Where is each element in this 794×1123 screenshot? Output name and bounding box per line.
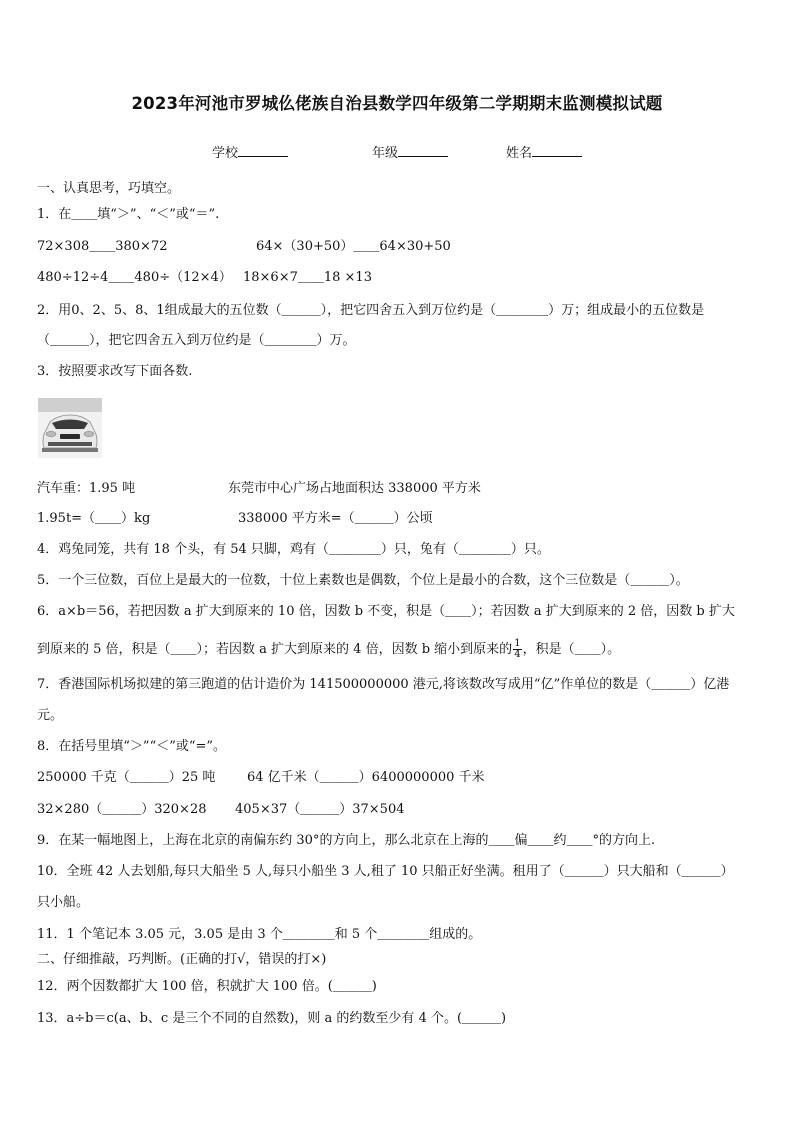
question-10-line-1: 10．全班 42 人去划船,每只大船坐 5 人,每只小船坐 3 人,租了 10 只船正好坐满。租用了（＿＿＿）只大船和（＿＿＿） <box>37 864 734 879</box>
name-field[interactable] <box>506 142 582 161</box>
section-1-heading: 一、认真思考，巧填空。 <box>37 181 181 196</box>
question-13: 13．a÷b＝c(a、b、c 是三个不同的自然数)，则 a 的约数至少有 4 个。(＿＿＿) <box>37 1011 507 1026</box>
school-field[interactable] <box>212 142 288 161</box>
question-3-car-weight: 汽车重：1.95 吨 <box>37 481 136 496</box>
question-3-convert-area: 338000 平方米=（＿＿＿）公顷 <box>238 511 433 526</box>
question-12: 12．两个因数都扩大 100 倍，积就扩大 100 倍。(＿＿＿) <box>37 979 377 994</box>
question-1-d: 18×6×7＿＿18 ×13 <box>243 270 372 285</box>
question-1: 1．在＿＿填“＞”、“＜”或“＝”. <box>37 207 220 222</box>
school-blank[interactable] <box>238 144 288 157</box>
question-10-line-2: 只小船。 <box>37 895 90 910</box>
grade-label: 年级 <box>372 146 399 161</box>
question-6-line-2 <box>37 639 620 660</box>
question-1-b: 64×（30+50）＿＿64×30+50 <box>256 239 451 254</box>
question-7-line-2: 元。 <box>37 708 64 723</box>
question-2-line-1: 2．用0、2、5、8、1组成最大的五位数（＿＿＿），把它四舍五入到万位约是（＿＿＿＿）万；组成最小的五位数是 <box>37 303 705 318</box>
grade-blank[interactable] <box>398 144 448 157</box>
name-label: 姓名 <box>506 146 533 161</box>
page-title: 2023年河池市罗城仫佬族自治县数学四年级第二学期期末监测模拟试题 <box>131 94 663 113</box>
question-3-convert-weight: 1.95t=（＿＿）kg <box>37 511 151 526</box>
fraction-numerator: 1 <box>514 638 521 649</box>
question-8-a: 250000 千克（＿＿＿）25 吨 <box>37 770 216 785</box>
question-8: 8．在括号里填“＞”“＜”或“=”。 <box>37 739 227 754</box>
question-9: 9．在某一幅地图上，上海在北京的南偏东约 30°的方向上，那么北京在上海的＿＿偏＿＿约＿＿°的方向上. <box>37 833 656 848</box>
grade-field[interactable] <box>372 142 448 161</box>
question-2-line-2: （＿＿＿），把它四舍五入到万位约是（＿＿＿＿）万。 <box>37 333 356 348</box>
question-4: 4．鸡兔同笼，共有 18 个头，有 54 只脚，鸡有（＿＿＿＿）只，兔有（＿＿＿＿）只。 <box>37 542 550 557</box>
question-3-square-area: 东莞市中心广场占地面积达 338000 平方米 <box>228 481 481 496</box>
school-label: 学校 <box>212 146 239 161</box>
question-1-a: 72×308＿＿380×72 <box>37 239 168 254</box>
name-blank[interactable] <box>532 144 582 157</box>
question-8-b: 64 亿千米（＿＿＿）6400000000 千米 <box>247 770 485 785</box>
section-2-heading: 二、仔细推敲，巧判断。(正确的打√，错误的打×) <box>37 952 327 967</box>
question-7-line-1: 7．香港国际机场拟建的第三跑道的估计造价为 141500000000 港元,将该数改写成用“亿”作单位的数是（＿＿＿）亿港 <box>37 677 730 692</box>
question-6-line-2-start: 到原来的 5 倍，积是（＿＿）；若因数 a 扩大到原来的 4 倍，因数 b 缩小到原来的 <box>37 642 513 657</box>
car-photo <box>38 398 102 458</box>
question-6-line-1: 6．a×b＝56，若把因数 a 扩大到原来的 10 倍，因数 b 不变，积是（＿＿）；若因数 a 扩大到原来的 2 倍，因数 b 扩大 <box>37 604 735 619</box>
question-8-c: 32×280（＿＿＿）320×28 <box>37 802 207 817</box>
question-3: 3．按照要求改写下面各数. <box>37 364 193 379</box>
fraction-denominator: 4 <box>514 649 521 660</box>
question-1-c: 480÷12÷4＿＿480÷（12×4） <box>37 270 232 285</box>
question-5: 5．一个三位数，百位上是最大的一位数，十位上素数也是偶数，个位上是最小的合数，这个三位数是（＿＿＿）。 <box>37 573 689 588</box>
question-6-line-2-end: ，积是（＿＿）。 <box>522 642 621 657</box>
fraction-one-quarter <box>513 639 521 660</box>
question-11: 11．1 个笔记本 3.05 元，3.05 是由 3 个＿＿＿＿和 5 个＿＿＿＿组成的。 <box>37 927 482 942</box>
question-8-d: 405×37（＿＿＿）37×504 <box>235 802 405 817</box>
